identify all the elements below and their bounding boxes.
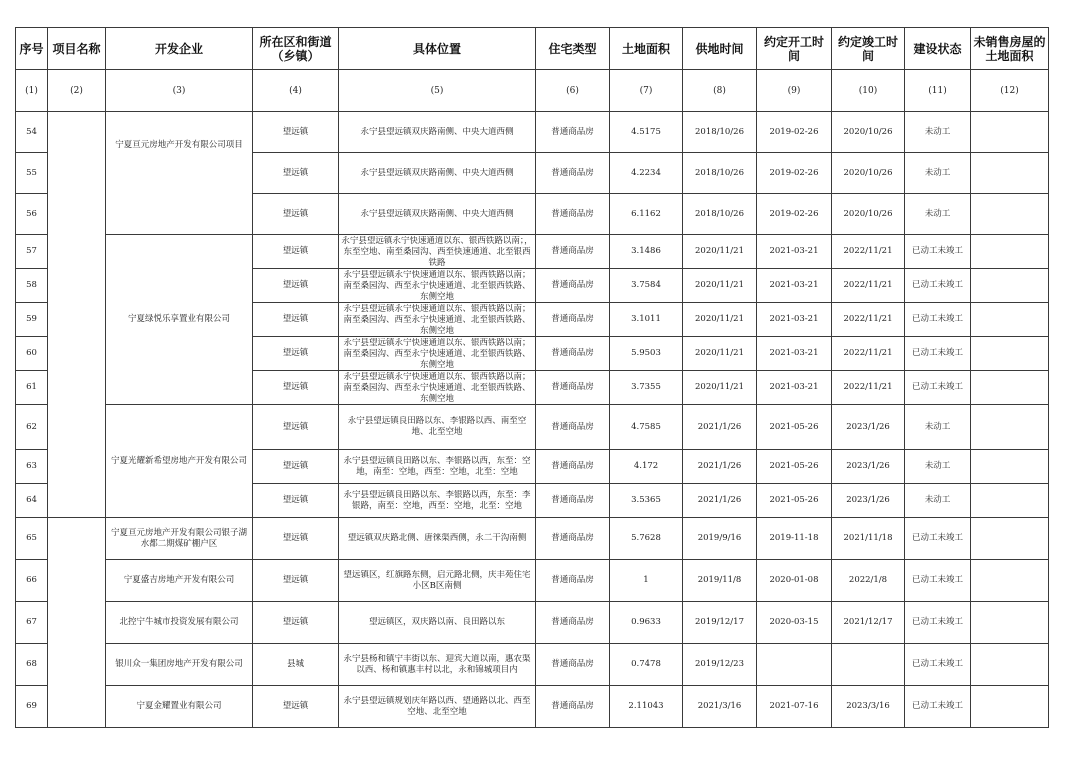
location-text: 永宁县望远镇良田路以东、李银路以西，东至：李银路，南至：空地，西至：空地，北至：空地 [343,489,531,511]
status-cell: 已动工未竣工 [905,518,971,560]
table-row [16,518,1049,560]
location-cell [339,337,536,371]
location-cell [339,450,536,484]
type-cell: 普通商品房 [536,484,610,518]
district-cell: 望远镇 [253,153,339,194]
column-number: (12) [971,70,1049,112]
status-cell: 已动工未竣工 [905,371,971,405]
district-cell: 望远镇 [253,484,339,518]
supply-date-cell: 2021/3/16 [683,686,757,728]
type-cell: 普通商品房 [536,153,610,194]
location-cell [339,269,536,303]
unsold-area-cell [971,518,1049,560]
row-number-cell: 67 [16,602,48,644]
finish-date-cell: 2023/1/26 [832,484,905,518]
developer-cell: 宁夏绿悦乐享置业有限公司 [106,235,253,405]
start-date-cell: 2020-01-08 [757,560,832,602]
developer-cell: 宁夏亘元房地产开发有限公司项目 [106,112,253,235]
location-text: 永宁县望远镇双庆路南侧、中央大道西侧 [360,126,514,137]
status-cell: 已动工未竣工 [905,560,971,602]
row-number-cell: 58 [16,269,48,303]
finish-date-cell: 2020/10/26 [832,153,905,194]
unsold-area-cell [971,153,1049,194]
location-cell [339,686,536,728]
row-number-cell: 66 [16,560,48,602]
start-date-cell: 2019-02-26 [757,153,832,194]
finish-date-cell: 2022/11/21 [832,303,905,337]
status-cell: 未动工 [905,484,971,518]
header-cell: 土地面积 [610,28,683,70]
type-cell: 普通商品房 [536,303,610,337]
area-cell: 5.9503 [610,337,683,371]
unsold-area-cell [971,112,1049,153]
finish-date-cell: 2021/12/17 [832,602,905,644]
finish-date-cell: 2023/1/26 [832,450,905,484]
finish-date-cell: 2022/11/21 [832,269,905,303]
column-number: (1) [16,70,48,112]
finish-date-cell: 2023/3/16 [832,686,905,728]
type-cell: 普通商品房 [536,560,610,602]
supply-date-cell: 2018/10/26 [683,194,757,235]
type-cell: 普通商品房 [536,337,610,371]
location-cell [339,602,536,644]
location-text: 永宁县望远镇良田路以东、李银路以西，东至：空地，南至：空地，西至：空地，北至：空地 [343,455,531,477]
row-number-cell: 68 [16,644,48,686]
table-row [16,235,1049,269]
finish-date-cell: 2020/10/26 [832,194,905,235]
table-row [16,602,1049,644]
unsold-area-cell [971,405,1049,450]
start-date-cell: 2019-11-18 [757,518,832,560]
start-date-cell: 2021-07-16 [757,686,832,728]
area-cell: 2.11043 [610,686,683,728]
header-cell: 约定竣工时间 [832,28,905,70]
location-cell [339,153,536,194]
supply-date-cell: 2018/10/26 [683,112,757,153]
unsold-area-cell [971,484,1049,518]
finish-date-cell: 2021/11/18 [832,518,905,560]
supply-date-cell: 2021/1/26 [683,405,757,450]
location-text: 望远镇区，红旗路东侧，启元路北侧，庆丰苑住宅小区B区南侧 [343,569,531,591]
location-cell [339,405,536,450]
column-number: (11) [905,70,971,112]
type-cell: 普通商品房 [536,602,610,644]
start-date-cell: 2021-03-21 [757,303,832,337]
supply-date-cell: 2020/11/21 [683,337,757,371]
unsold-area-cell [971,303,1049,337]
start-date-cell: 2021-03-21 [757,235,832,269]
project-name-cell [48,518,106,728]
location-cell [339,194,536,235]
district-cell: 望远镇 [253,269,339,303]
type-cell: 普通商品房 [536,450,610,484]
supply-date-cell: 2019/12/17 [683,602,757,644]
supply-date-cell: 2020/11/21 [683,269,757,303]
area-cell: 6.1162 [610,194,683,235]
header-cell: 未销售房屋的土地面积 [971,28,1049,70]
type-cell: 普通商品房 [536,405,610,450]
unsold-area-cell [971,686,1049,728]
unsold-area-cell [971,450,1049,484]
finish-date-cell: 2022/11/21 [832,371,905,405]
location-text: 永宁县望远镇规划庆年路以西、望通路以北、西至空地、北至空地 [343,695,531,717]
unsold-area-cell [971,269,1049,303]
status-cell: 已动工未竣工 [905,303,971,337]
column-number: (4) [253,70,339,112]
column-number: (3) [106,70,253,112]
status-cell: 未动工 [905,405,971,450]
start-date-cell: 2019-02-26 [757,194,832,235]
row-number-cell: 55 [16,153,48,194]
type-cell: 普通商品房 [536,235,610,269]
area-cell: 4.5175 [610,112,683,153]
status-cell: 已动工未竣工 [905,686,971,728]
supply-date-cell: 2018/10/26 [683,153,757,194]
finish-date-cell: 2022/11/21 [832,337,905,371]
location-text: 永宁县望远镇双庆路南侧、中央大道西侧 [360,167,514,178]
unsold-area-cell [971,371,1049,405]
start-date-cell: 2021-05-26 [757,405,832,450]
row-number-cell: 64 [16,484,48,518]
table-row [16,112,1049,153]
district-cell: 望远镇 [253,235,339,269]
area-cell: 3.7355 [610,371,683,405]
area-cell: 3.7584 [610,269,683,303]
status-cell: 已动工未竣工 [905,269,971,303]
column-number: (9) [757,70,832,112]
header-cell: 所在区和街道（乡镇） [253,28,339,70]
row-number-cell: 61 [16,371,48,405]
area-cell: 4.2234 [610,153,683,194]
supply-date-cell: 2020/11/21 [683,235,757,269]
start-date-cell: 2020-03-15 [757,602,832,644]
table-row [16,686,1049,728]
column-number-row [16,70,1049,112]
location-cell [339,112,536,153]
area-cell: 4.7585 [610,405,683,450]
land-supply-table [15,27,1049,728]
district-cell: 望远镇 [253,560,339,602]
start-date-cell [757,644,832,686]
project-name-cell [48,112,106,518]
area-cell: 0.9633 [610,602,683,644]
district-cell: 望远镇 [253,303,339,337]
header-cell: 序号 [16,28,48,70]
finish-date-cell: 2023/1/26 [832,405,905,450]
unsold-area-cell [971,337,1049,371]
table-row [16,405,1049,450]
supply-date-cell: 2019/9/16 [683,518,757,560]
supply-date-cell: 2020/11/21 [683,371,757,405]
location-text: 望远镇区，双庆路以南、良田路以东 [368,617,505,627]
district-cell: 望远镇 [253,371,339,405]
header-row [16,28,1049,70]
type-cell: 普通商品房 [536,644,610,686]
area-cell: 3.5365 [610,484,683,518]
row-number-cell: 69 [16,686,48,728]
location-cell [339,235,536,269]
unsold-area-cell [971,644,1049,686]
row-number-cell: 63 [16,450,48,484]
header-cell: 开发企业 [106,28,253,70]
start-date-cell: 2021-05-26 [757,484,832,518]
location-text: 永宁县望远镇永宁快速通道以东、银西铁路以南；南至桑园沟、西至永宁快速通道、北至银西铁路、东侧空地 [343,270,531,301]
header-cell: 约定开工时间 [757,28,832,70]
area-cell: 4.172 [610,450,683,484]
location-text: 永宁县杨和镇宁丰街以东、迎宾大道以南，惠农渠以西、杨和镇惠丰村以北，永和锦城项目内 [343,653,531,675]
row-number-cell: 59 [16,303,48,337]
developer-cell: 宁夏金耀置业有限公司 [106,686,253,728]
column-number: (7) [610,70,683,112]
area-cell: 1 [610,560,683,602]
status-cell: 未动工 [905,153,971,194]
location-text: 永宁县望远镇永宁快速通道以东、银西铁路以南；南至桑园沟、西至永宁快速通道、北至银西铁路、东侧空地 [343,338,531,369]
status-cell: 未动工 [905,194,971,235]
row-number-cell: 65 [16,518,48,560]
supply-date-cell: 2020/11/21 [683,303,757,337]
developer-cell: 北控宁牛城市投资发展有限公司 [106,602,253,644]
area-cell: 3.1011 [610,303,683,337]
location-text: 望远镇双庆路北侧、唐徕渠西侧，永二干沟南侧 [347,533,527,543]
header-cell: 具体位置 [339,28,536,70]
district-cell: 望远镇 [253,337,339,371]
district-cell: 望远镇 [253,194,339,235]
row-number-cell: 54 [16,112,48,153]
district-cell: 望远镇 [253,450,339,484]
start-date-cell: 2019-02-26 [757,112,832,153]
type-cell: 普通商品房 [536,518,610,560]
column-number: (5) [339,70,536,112]
district-cell: 望远镇 [253,112,339,153]
status-cell: 未动工 [905,450,971,484]
location-text: 永宁县望远镇永宁快速通道以东、银西铁路以南；南至桑园沟、西至永宁快速通道、北至银西铁路、东侧空地 [343,304,531,335]
district-cell: 县城 [253,644,339,686]
start-date-cell: 2021-03-21 [757,371,832,405]
column-number: (10) [832,70,905,112]
table-row [16,644,1049,686]
unsold-area-cell [971,602,1049,644]
district-cell: 望远镇 [253,518,339,560]
district-cell: 望远镇 [253,686,339,728]
status-cell: 已动工未竣工 [905,235,971,269]
area-cell: 3.1486 [610,235,683,269]
type-cell: 普通商品房 [536,112,610,153]
row-number-cell: 56 [16,194,48,235]
table-row [16,560,1049,602]
finish-date-cell: 2022/1/8 [832,560,905,602]
location-cell [339,644,536,686]
unsold-area-cell [971,194,1049,235]
header-cell: 建设状态 [905,28,971,70]
finish-date-cell [832,644,905,686]
location-text: 永宁县望远镇永宁快速通道以东、银西铁路以南；南至桑园沟、西至永宁快速通道、北至银西铁路、东侧空地 [343,372,531,403]
start-date-cell: 2021-05-26 [757,450,832,484]
unsold-area-cell [971,560,1049,602]
location-cell [339,518,536,560]
developer-cell: 宁夏盛吉房地产开发有限公司 [106,560,253,602]
finish-date-cell: 2020/10/26 [832,112,905,153]
status-cell: 未动工 [905,112,971,153]
supply-date-cell: 2019/11/8 [683,560,757,602]
supply-date-cell: 2019/12/23 [683,644,757,686]
unsold-area-cell [971,235,1049,269]
developer-cell: 宁夏光耀新希望房地产开发有限公司 [106,405,253,518]
location-text: 永宁县望远镇双庆路南侧、中央大道西侧 [360,208,514,219]
finish-date-cell: 2022/11/21 [832,235,905,269]
table-body [16,112,1049,728]
header-cell: 住宅类型 [536,28,610,70]
district-cell: 望远镇 [253,602,339,644]
column-number: (8) [683,70,757,112]
developer-cell: 银川众一集团房地产开发有限公司 [106,644,253,686]
location-cell [339,303,536,337]
header-cell: 供地时间 [683,28,757,70]
supply-date-cell: 2021/1/26 [683,450,757,484]
type-cell: 普通商品房 [536,194,610,235]
status-cell: 已动工未竣工 [905,644,971,686]
type-cell: 普通商品房 [536,371,610,405]
location-cell [339,371,536,405]
column-number: (6) [536,70,610,112]
start-date-cell: 2021-03-21 [757,337,832,371]
status-cell: 已动工未竣工 [905,337,971,371]
location-cell [339,560,536,602]
status-cell: 已动工未竣工 [905,602,971,644]
supply-date-cell: 2021/1/26 [683,484,757,518]
row-number-cell: 60 [16,337,48,371]
type-cell: 普通商品房 [536,686,610,728]
column-number: (2) [48,70,106,112]
header-cell: 项目名称 [48,28,106,70]
developer-cell: 宁夏亘元房地产开发有限公司银子湖水都二期煤矿棚户区 [106,518,253,560]
area-cell: 5.7628 [610,518,683,560]
area-cell: 0.7478 [610,644,683,686]
location-text: 永宁县望远镇良田路以东、李银路以西、南至空地、北至空地 [347,416,527,437]
location-text: 永宁县望远镇永宁快速通道以东、银西铁路以南；，东至空地、南至桑园沟、西至快速通道、北至银西铁路 [341,236,533,267]
row-number-cell: 62 [16,405,48,450]
type-cell: 普通商品房 [536,269,610,303]
start-date-cell: 2021-03-21 [757,269,832,303]
location-cell [339,484,536,518]
district-cell: 望远镇 [253,405,339,450]
row-number-cell: 57 [16,235,48,269]
